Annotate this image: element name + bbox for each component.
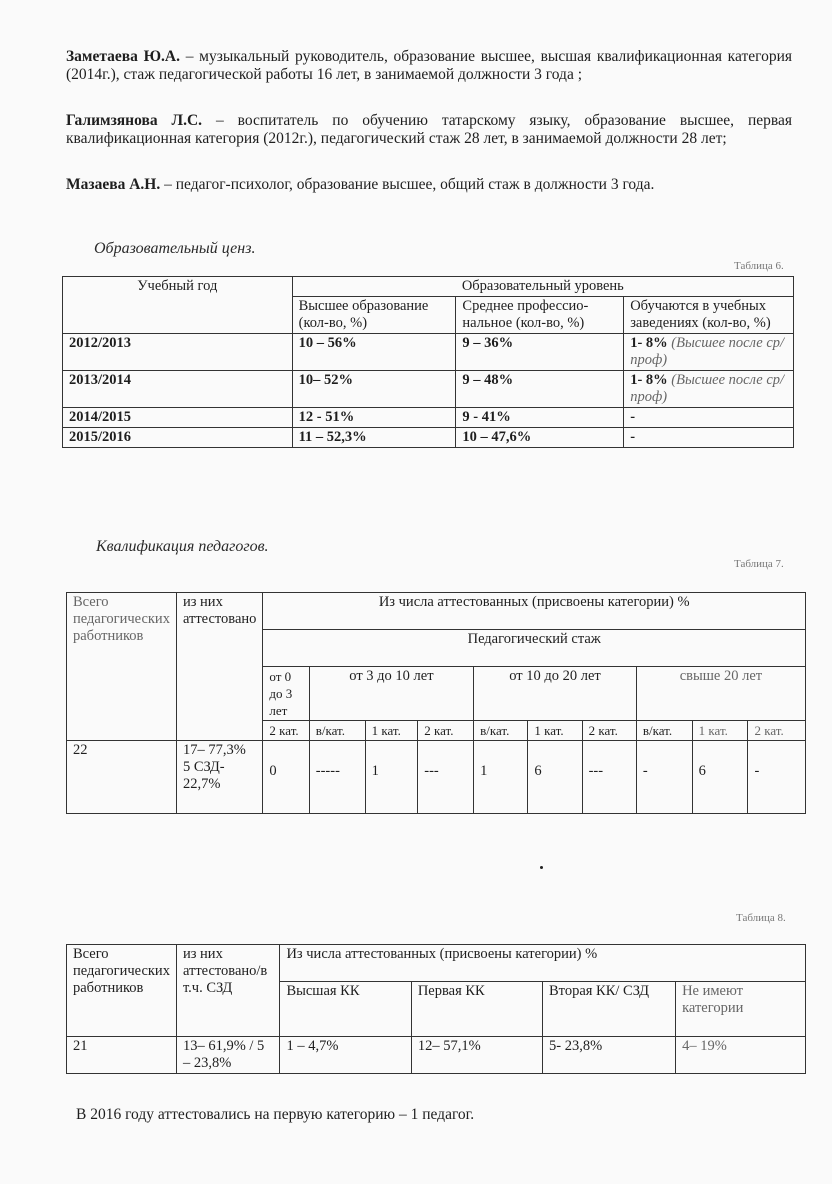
total-value: 22	[67, 741, 177, 814]
row-higher: 11 – 52,3%	[292, 428, 456, 448]
row-higher: 10– 52%	[292, 371, 456, 408]
certified-value: 13– 61,9% / 5 – 23,8%	[176, 1037, 280, 1074]
ink-speck	[540, 866, 543, 869]
cat-header: Высшая КК	[280, 982, 411, 1037]
table-row	[63, 371, 794, 408]
header-level: Образовательный уровень	[292, 277, 793, 297]
header-total: Всего педагогических работников	[67, 945, 177, 1037]
group-20-plus: свыше 20 лет	[636, 667, 805, 721]
row-year: 2013/2014	[63, 371, 293, 408]
row-secondary: 9 – 48%	[456, 371, 624, 408]
header-certified: из них аттестовано/в т.ч. СЗД	[176, 945, 280, 1037]
row-secondary: 9 - 41%	[456, 408, 624, 428]
cat-header: Первая КК	[411, 982, 542, 1037]
row-year: 2014/2015	[63, 408, 293, 428]
cell-value: 6	[528, 741, 582, 814]
cell-value: 1	[474, 741, 528, 814]
staff-paragraph-2	[66, 112, 792, 148]
header-stage: Педагогический стаж	[263, 630, 806, 667]
cat-header: в/кат.	[636, 721, 692, 741]
cat-header: 2 кат.	[418, 721, 474, 741]
cell-value: 5- 23,8%	[543, 1037, 676, 1074]
group-0-3: от 0 до 3 лет	[263, 667, 309, 721]
table7-number: Таблица 7.	[734, 558, 784, 570]
staff-name: Мазаева А.Н.	[66, 176, 161, 193]
staff-description: – музыкальный руководитель, образование высшее, высшая квалификационная категория (2014г.), стаж педагогической работы 16 лет, в занимаемой должности 3 года ;	[66, 48, 793, 83]
header-secondary: Среднее профессио-нальное (кол-во, %)	[456, 297, 624, 334]
studying-value: 1- 8%	[630, 372, 668, 388]
row-secondary: 10 – 47,6%	[456, 428, 624, 448]
group-10-20: от 10 до 20 лет	[474, 667, 637, 721]
row-studying: -	[624, 408, 794, 428]
cell-value: ---	[582, 741, 636, 814]
cell-value: 4– 19%	[676, 1037, 806, 1074]
header-year: Учебный год	[63, 277, 293, 334]
row-studying	[624, 334, 794, 371]
table-row	[63, 334, 794, 371]
cell-value: -----	[309, 741, 365, 814]
education-table	[62, 276, 794, 448]
table-row	[67, 741, 806, 814]
header-studying: Обучаются в учебных заведениях (кол-во, %)	[624, 297, 794, 334]
staff-name: Галимзянова Л.С.	[66, 112, 203, 129]
staff-description: – педагог-психолог, образование высшее, общий стаж в должности 3 года.	[164, 176, 655, 193]
row-studying	[624, 371, 794, 408]
cat-header: 2 кат.	[263, 721, 309, 741]
qualification-table	[66, 592, 806, 814]
cell-value: 6	[692, 741, 748, 814]
cell-value: 1	[365, 741, 418, 814]
header-main: Из числа аттестованных (присвоены категории) %	[280, 945, 806, 982]
cat-header: в/кат.	[309, 721, 365, 741]
cell-value: 0	[263, 741, 309, 814]
staff-name: Заметаева Ю.А.	[66, 48, 181, 65]
header-higher: Высшее образование (кол-во, %)	[292, 297, 456, 334]
cat-header: 2 кат.	[582, 721, 636, 741]
header-total: Всего педагогических работников	[67, 593, 177, 741]
studying-value: 1- 8%	[630, 335, 668, 351]
table-row	[63, 428, 794, 448]
table8-number: Таблица 8.	[736, 912, 786, 924]
table6-title: Образовательный ценз.	[94, 240, 256, 257]
header-main: Из числа аттестованных (присвоены категории) %	[263, 593, 806, 630]
staff-description: – воспитатель по обучению татарскому языку, образование высшее, первая квалификационная категория (2012г.), педагогический стаж 28 лет, в занимаемой должности 28 лет;	[66, 112, 793, 147]
cat-header: 1 кат.	[692, 721, 748, 741]
cell-value: ---	[418, 741, 474, 814]
cat-header: 1 кат.	[365, 721, 418, 741]
row-year: 2015/2016	[63, 428, 293, 448]
row-secondary: 9 – 36%	[456, 334, 624, 371]
certified-value: 17– 77,3% 5 СЗД- 22,7%	[176, 741, 262, 814]
studying-note: (Высшее после ср/проф)	[630, 372, 785, 405]
header-certified: из них аттестовано	[176, 593, 262, 741]
row-higher: 12 - 51%	[292, 408, 456, 428]
cat-header: Вторая КК/ СЗД	[543, 982, 676, 1037]
closing-sentence: В 2016 году аттестовались на первую категорию – 1 педагог.	[76, 1106, 475, 1123]
row-year: 2012/2013	[63, 334, 293, 371]
table7-title: Квалификация педагогов.	[96, 538, 269, 555]
cat-header: 1 кат.	[528, 721, 582, 741]
row-studying: -	[624, 428, 794, 448]
cell-value: 12– 57,1%	[411, 1037, 542, 1074]
cell-value: -	[748, 741, 806, 814]
cell-value: 1 – 4,7%	[280, 1037, 411, 1074]
cat-header: 2 кат.	[748, 721, 806, 741]
group-3-10: от 3 до 10 лет	[309, 667, 473, 721]
table-row	[63, 408, 794, 428]
total-value: 21	[67, 1037, 177, 1074]
staff-paragraph-3	[66, 176, 792, 194]
staff-paragraph-1	[66, 48, 792, 84]
row-higher: 10 – 56%	[292, 334, 456, 371]
table6-number: Таблица 6.	[734, 260, 784, 272]
studying-note: (Высшее после ср/проф)	[630, 335, 785, 368]
cat-header: в/кат.	[474, 721, 528, 741]
cell-value: -	[636, 741, 692, 814]
cat-header: Не имеют категории	[676, 982, 806, 1037]
attestation-table	[66, 944, 806, 1074]
table-row	[67, 1037, 806, 1074]
